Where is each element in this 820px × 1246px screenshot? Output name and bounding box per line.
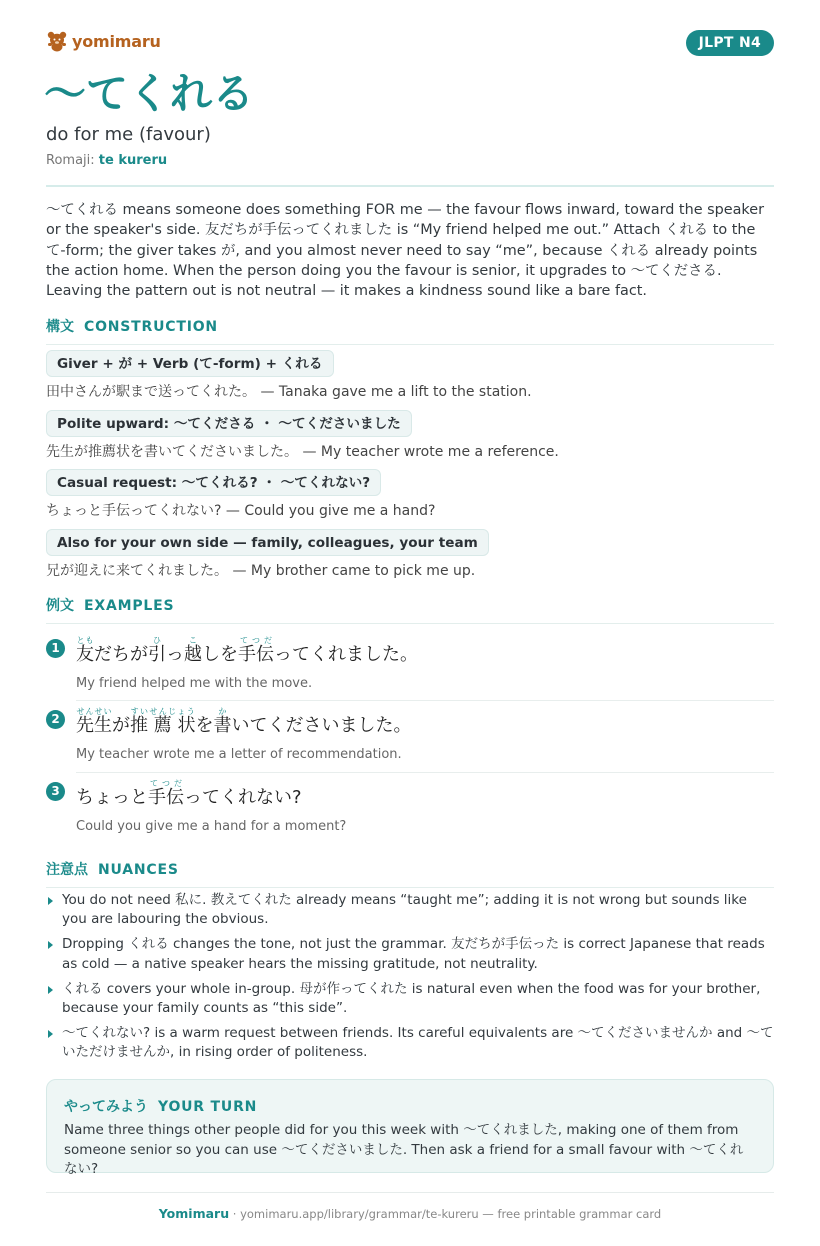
bear-icon bbox=[46, 30, 68, 52]
nuance-item bbox=[46, 1024, 776, 1062]
your-turn-heading-jp: やってみよう bbox=[64, 1099, 148, 1115]
furigana-word: 友とも bbox=[76, 636, 94, 665]
example-divider bbox=[76, 700, 774, 701]
footer bbox=[0, 1206, 820, 1221]
sentence-text: を bbox=[195, 715, 214, 736]
example-sentence bbox=[76, 636, 418, 666]
example-translation: My teacher wrote me a letter of recommendation. bbox=[76, 747, 402, 762]
nuance-text: Dropping くれる changes the tone, not just the grammar. 友だちが手伝った is correct Japanese that reads as cold — a native speaker hears the missing gratitude, not neutrality. bbox=[62, 936, 765, 972]
nuance-item bbox=[46, 935, 776, 973]
furigana-word: 先生せんせい bbox=[76, 707, 112, 736]
furigana-reading: ひ bbox=[148, 636, 166, 645]
furigana-word: 越こ bbox=[184, 636, 202, 665]
page-title: 〜てくれる bbox=[44, 69, 255, 118]
your-turn-text: Name three things other people did for you this week with 〜てくれました, making one of them from someone senior so you can use 〜てくださいました. Then ask a friend for a small favour with 〜てくれない? bbox=[64, 1122, 744, 1177]
furigana-reading: か bbox=[213, 707, 232, 716]
examples-heading bbox=[46, 595, 774, 624]
pattern-pill: Polite upward: 〜てくださる ・ 〜てくださいました bbox=[46, 410, 412, 437]
pattern-example: 先生が推薦状を書いてくださいました。 — My teacher wrote me a reference. bbox=[46, 444, 559, 460]
meaning: do for me (favour) bbox=[46, 124, 211, 145]
nuance-text: 〜てくれない? is a warm request between friends. Its careful equivalents are 〜てくださいませんか and 〜ていただけませんか, in rising order of politeness. bbox=[62, 1025, 774, 1061]
construction-heading-en: CONSTRUCTION bbox=[84, 319, 218, 335]
furigana-reading: すいせんじょう bbox=[130, 707, 196, 716]
pattern-example: ちょっと手伝ってくれない? — Could you give me a hand? bbox=[46, 503, 436, 519]
bullet-triangle-icon bbox=[48, 941, 53, 949]
romaji-line bbox=[46, 153, 167, 168]
your-turn-heading-en: YOUR TURN bbox=[158, 1099, 258, 1115]
sentence-text: ってくれない? bbox=[184, 787, 302, 808]
example-sentence bbox=[76, 707, 411, 737]
title-divider bbox=[46, 185, 774, 187]
brand[interactable] bbox=[46, 30, 161, 52]
furigana-reading: こ bbox=[184, 636, 202, 645]
example-translation: My friend helped me with the move. bbox=[76, 676, 313, 691]
footer-brand[interactable]: Yomimaru bbox=[158, 1206, 230, 1221]
furigana-reading: とも bbox=[76, 636, 94, 645]
sentence-text: しを bbox=[202, 644, 238, 665]
furigana-word: 書か bbox=[213, 707, 232, 736]
construction-heading-jp: 構文 bbox=[46, 319, 74, 335]
example-number: 1 bbox=[46, 639, 65, 658]
sentence-text: ってくれました。 bbox=[274, 644, 418, 665]
example-number: 2 bbox=[46, 710, 65, 729]
example-divider bbox=[76, 772, 774, 773]
sentence-text: が bbox=[112, 715, 130, 736]
examples-heading-en: EXAMPLES bbox=[84, 598, 175, 614]
footer-divider bbox=[46, 1192, 774, 1193]
pattern-pill: Giver + が + Verb (て-form) + くれる bbox=[46, 350, 334, 377]
nuance-text: You do not need 私に. 教えてくれた already means “taught me”; adding it is not wrong but sounds like you are labouring the obvious. bbox=[62, 892, 747, 928]
romaji-label: Romaji: bbox=[46, 153, 95, 168]
bullet-triangle-icon bbox=[48, 897, 53, 905]
your-turn-box bbox=[46, 1079, 774, 1177]
nuances-list bbox=[46, 891, 776, 1069]
sentence-text: だちが bbox=[94, 644, 148, 665]
construction-heading bbox=[46, 316, 774, 345]
footer-text: · yomimaru.app/library/grammar/te-kureru — free printable grammar card bbox=[229, 1207, 662, 1221]
furigana-word: 手伝てつだ bbox=[238, 636, 274, 665]
furigana-reading: せんせい bbox=[76, 707, 112, 716]
nuance-item bbox=[46, 891, 776, 929]
sentence-text: いてくださいました。 bbox=[231, 715, 412, 736]
examples-heading-jp: 例文 bbox=[46, 598, 74, 614]
sentence-text: っ bbox=[166, 644, 184, 665]
intro-paragraph: 〜てくれる means someone does something FOR me — the favour flows inward, toward the speaker or the speaker's side. 友だちが手伝ってくれました is “My friend helped me out.” Attach くれる to the て-form; the giver takes が, and you almost never need to say “me”, because くれる already points the action home. When the person doing you the favour is senior, it upgrades to 〜てくださる. Leaving the pattern out is not neutral — it makes a kindness sound like a bare fact. bbox=[46, 202, 765, 300]
nuances-heading-jp: 注意点 bbox=[46, 862, 88, 878]
example-number: 3 bbox=[46, 782, 65, 801]
your-turn-heading bbox=[64, 1096, 257, 1116]
pattern-example: 田中さんが駅まで送ってくれた。 — Tanaka gave me a lift to the station. bbox=[46, 384, 532, 400]
furigana-word: 手伝てつだ bbox=[148, 779, 184, 808]
jlpt-level-badge: JLPT N4 bbox=[686, 30, 774, 56]
example-sentence bbox=[76, 779, 302, 809]
nuances-heading-en: NUANCES bbox=[98, 862, 179, 878]
pattern-example: 兄が迎えに来てくれました。 — My brother came to pick me up. bbox=[46, 563, 476, 579]
nuances-heading bbox=[46, 859, 774, 888]
furigana-reading: てつだ bbox=[148, 779, 184, 788]
brand-name: yomimaru bbox=[72, 31, 161, 51]
bullet-triangle-icon bbox=[48, 986, 53, 994]
example-translation: Could you give me a hand for a moment? bbox=[76, 819, 347, 834]
romaji-value: te kureru bbox=[98, 153, 168, 168]
sentence-text: ちょっと bbox=[76, 787, 148, 808]
furigana-word: 引ひ bbox=[148, 636, 166, 665]
pattern-pill: Casual request: 〜てくれる? ・ 〜てくれない? bbox=[46, 469, 381, 496]
bullet-triangle-icon bbox=[48, 1030, 53, 1038]
furigana-word: 推 薦 状すいせんじょう bbox=[130, 707, 196, 736]
nuance-text: くれる covers your whole in-group. 母が作ってくれた is natural even when the food was for your brother, because your family counts as “this side”. bbox=[62, 980, 761, 1017]
furigana-reading: てつだ bbox=[238, 636, 274, 645]
pattern-pill: Also for your own side — family, colleagues, your team bbox=[46, 529, 489, 556]
nuance-item bbox=[46, 980, 776, 1018]
